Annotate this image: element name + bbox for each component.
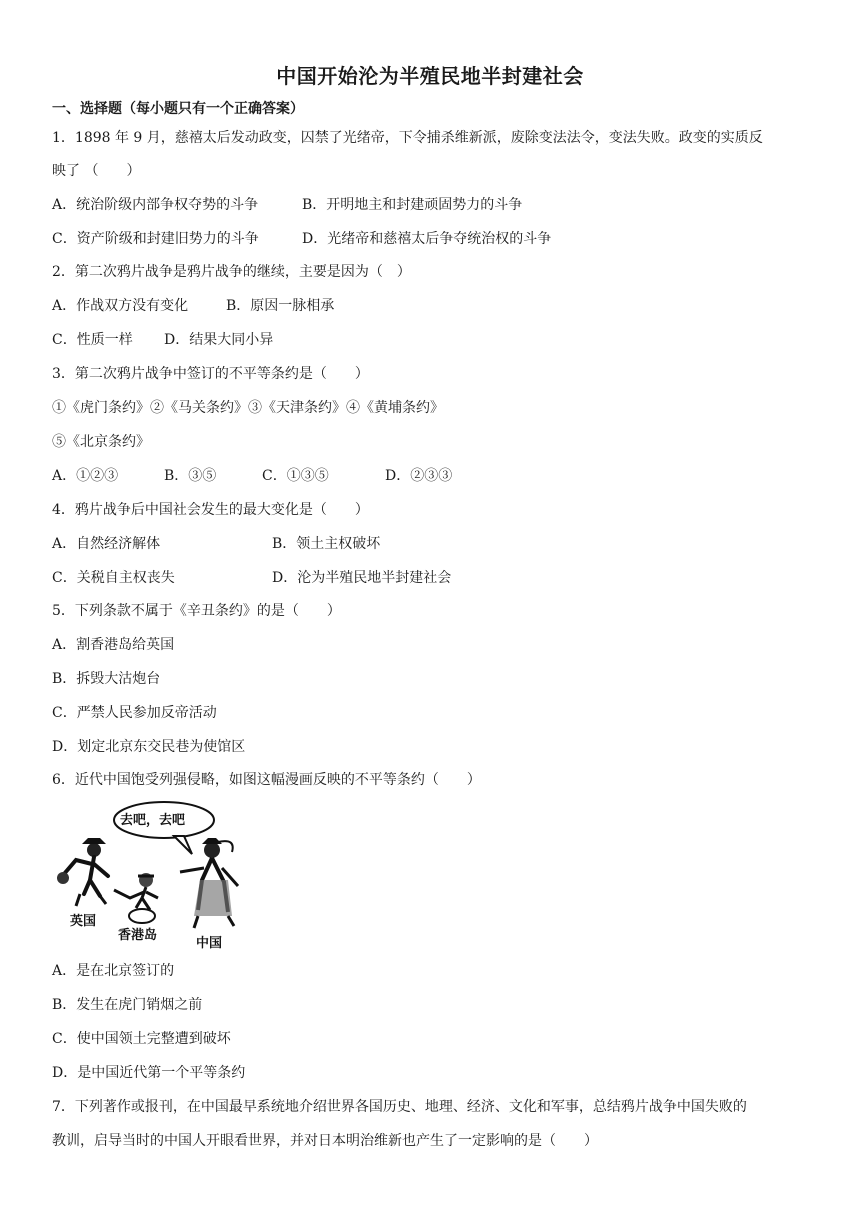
section-heading: 一、选择题（每小题只有一个正确答案） [52, 101, 304, 117]
q6-option-d: D．是中国近代第一个平等条约 [52, 1065, 246, 1081]
q4-option-d: D．沦为半殖民地半封建社会 [272, 570, 452, 586]
q3-option-d: D．②③③ [385, 468, 453, 484]
q4-option-c: C．关税自主权丧失 [52, 570, 175, 586]
q1-stem-line2: 映了 （ ） [52, 163, 141, 179]
q5-option-a: A．割香港岛给英国 [52, 637, 175, 653]
q5-option-b: B．拆毁大沽炮台 [52, 671, 161, 687]
cartoon-label-china: 中国 [196, 936, 223, 951]
q1-option-a: A．统治阶级内部争权夺势的斗争 [52, 197, 259, 213]
q7-stem-line2: 教训，启导当时的中国人开眼看世界，并对日本明治维新也产生了一定影响的是（ ） [52, 1133, 598, 1149]
q2-option-a: A．作战双方没有变化 [52, 298, 189, 314]
q4-stem: 4．鸦片战争后中国社会发生的最大变化是（ ） [52, 502, 369, 518]
q3-items-line1: ①《虎门条约》②《马关条约》③《天津条约》④《黄埔条约》 [52, 400, 444, 416]
q5-option-d: D．划定北京东交民巷为使馆区 [52, 739, 246, 755]
q6-option-c: C．使中国领土完整遭到破坏 [52, 1031, 231, 1047]
q5-stem: 5．下列条款不属于《辛丑条约》的是（ ） [52, 603, 341, 619]
q1-stem-line1: 1．1898 年 9 月，慈禧太后发动政变，囚禁了光绪帝，下令捕杀维新派，废除变法法令，变法失败。政变的实质反 [52, 130, 763, 146]
q1-option-c: C．资产阶级和封建旧势力的斗争 [52, 231, 259, 247]
q4-option-b: B．领土主权破坏 [272, 536, 381, 552]
q3-items-line2: ⑤《北京条约》 [52, 434, 150, 450]
q5-option-c: C．严禁人民参加反帝活动 [52, 705, 217, 721]
q2-option-d: D．结果大同小异 [164, 332, 274, 348]
q6-option-b: B．发生在虎门销烟之前 [52, 997, 203, 1013]
cartoon-label-britain: 英国 [70, 914, 97, 929]
q3-stem: 3．第二次鸦片战争中签订的不平等条约是（ ） [52, 366, 369, 382]
q3-option-c: C．①③⑤ [262, 468, 329, 484]
q3-option-a: A．①②③ [52, 468, 119, 484]
q2-stem: 2．第二次鸦片战争是鸦片战争的继续，主要是因为（ ） [52, 264, 411, 280]
document-title: 中国开始沦为半殖民地半封建社会 [276, 64, 584, 88]
q4-option-a: A．自然经济解体 [52, 536, 161, 552]
q2-option-b: B．原因一脉相承 [226, 298, 335, 314]
cartoon-image [54, 798, 242, 950]
q1-option-d: D．光绪帝和慈禧太后争夺统治权的斗争 [302, 231, 552, 247]
q6-stem: 6．近代中国饱受列强侵略，如图这幅漫画反映的不平等条约（ ） [52, 772, 481, 788]
q6-option-a: A．是在北京签订的 [52, 963, 175, 979]
q7-stem-line1: 7．下列著作或报刊，在中国最早系统地介绍世界各国历史、地理、经济、文化和军事，总结鸦片战争中国失败的 [52, 1099, 747, 1115]
cartoon-label-hongkong: 香港岛 [118, 928, 158, 943]
q1-option-b: B．开明地主和封建顽固势力的斗争 [302, 197, 523, 213]
q2-option-c: C．性质一样 [52, 332, 133, 348]
q3-option-b: B．③⑤ [164, 468, 217, 484]
cartoon-speech-text: 去吧，去吧 [120, 813, 186, 828]
